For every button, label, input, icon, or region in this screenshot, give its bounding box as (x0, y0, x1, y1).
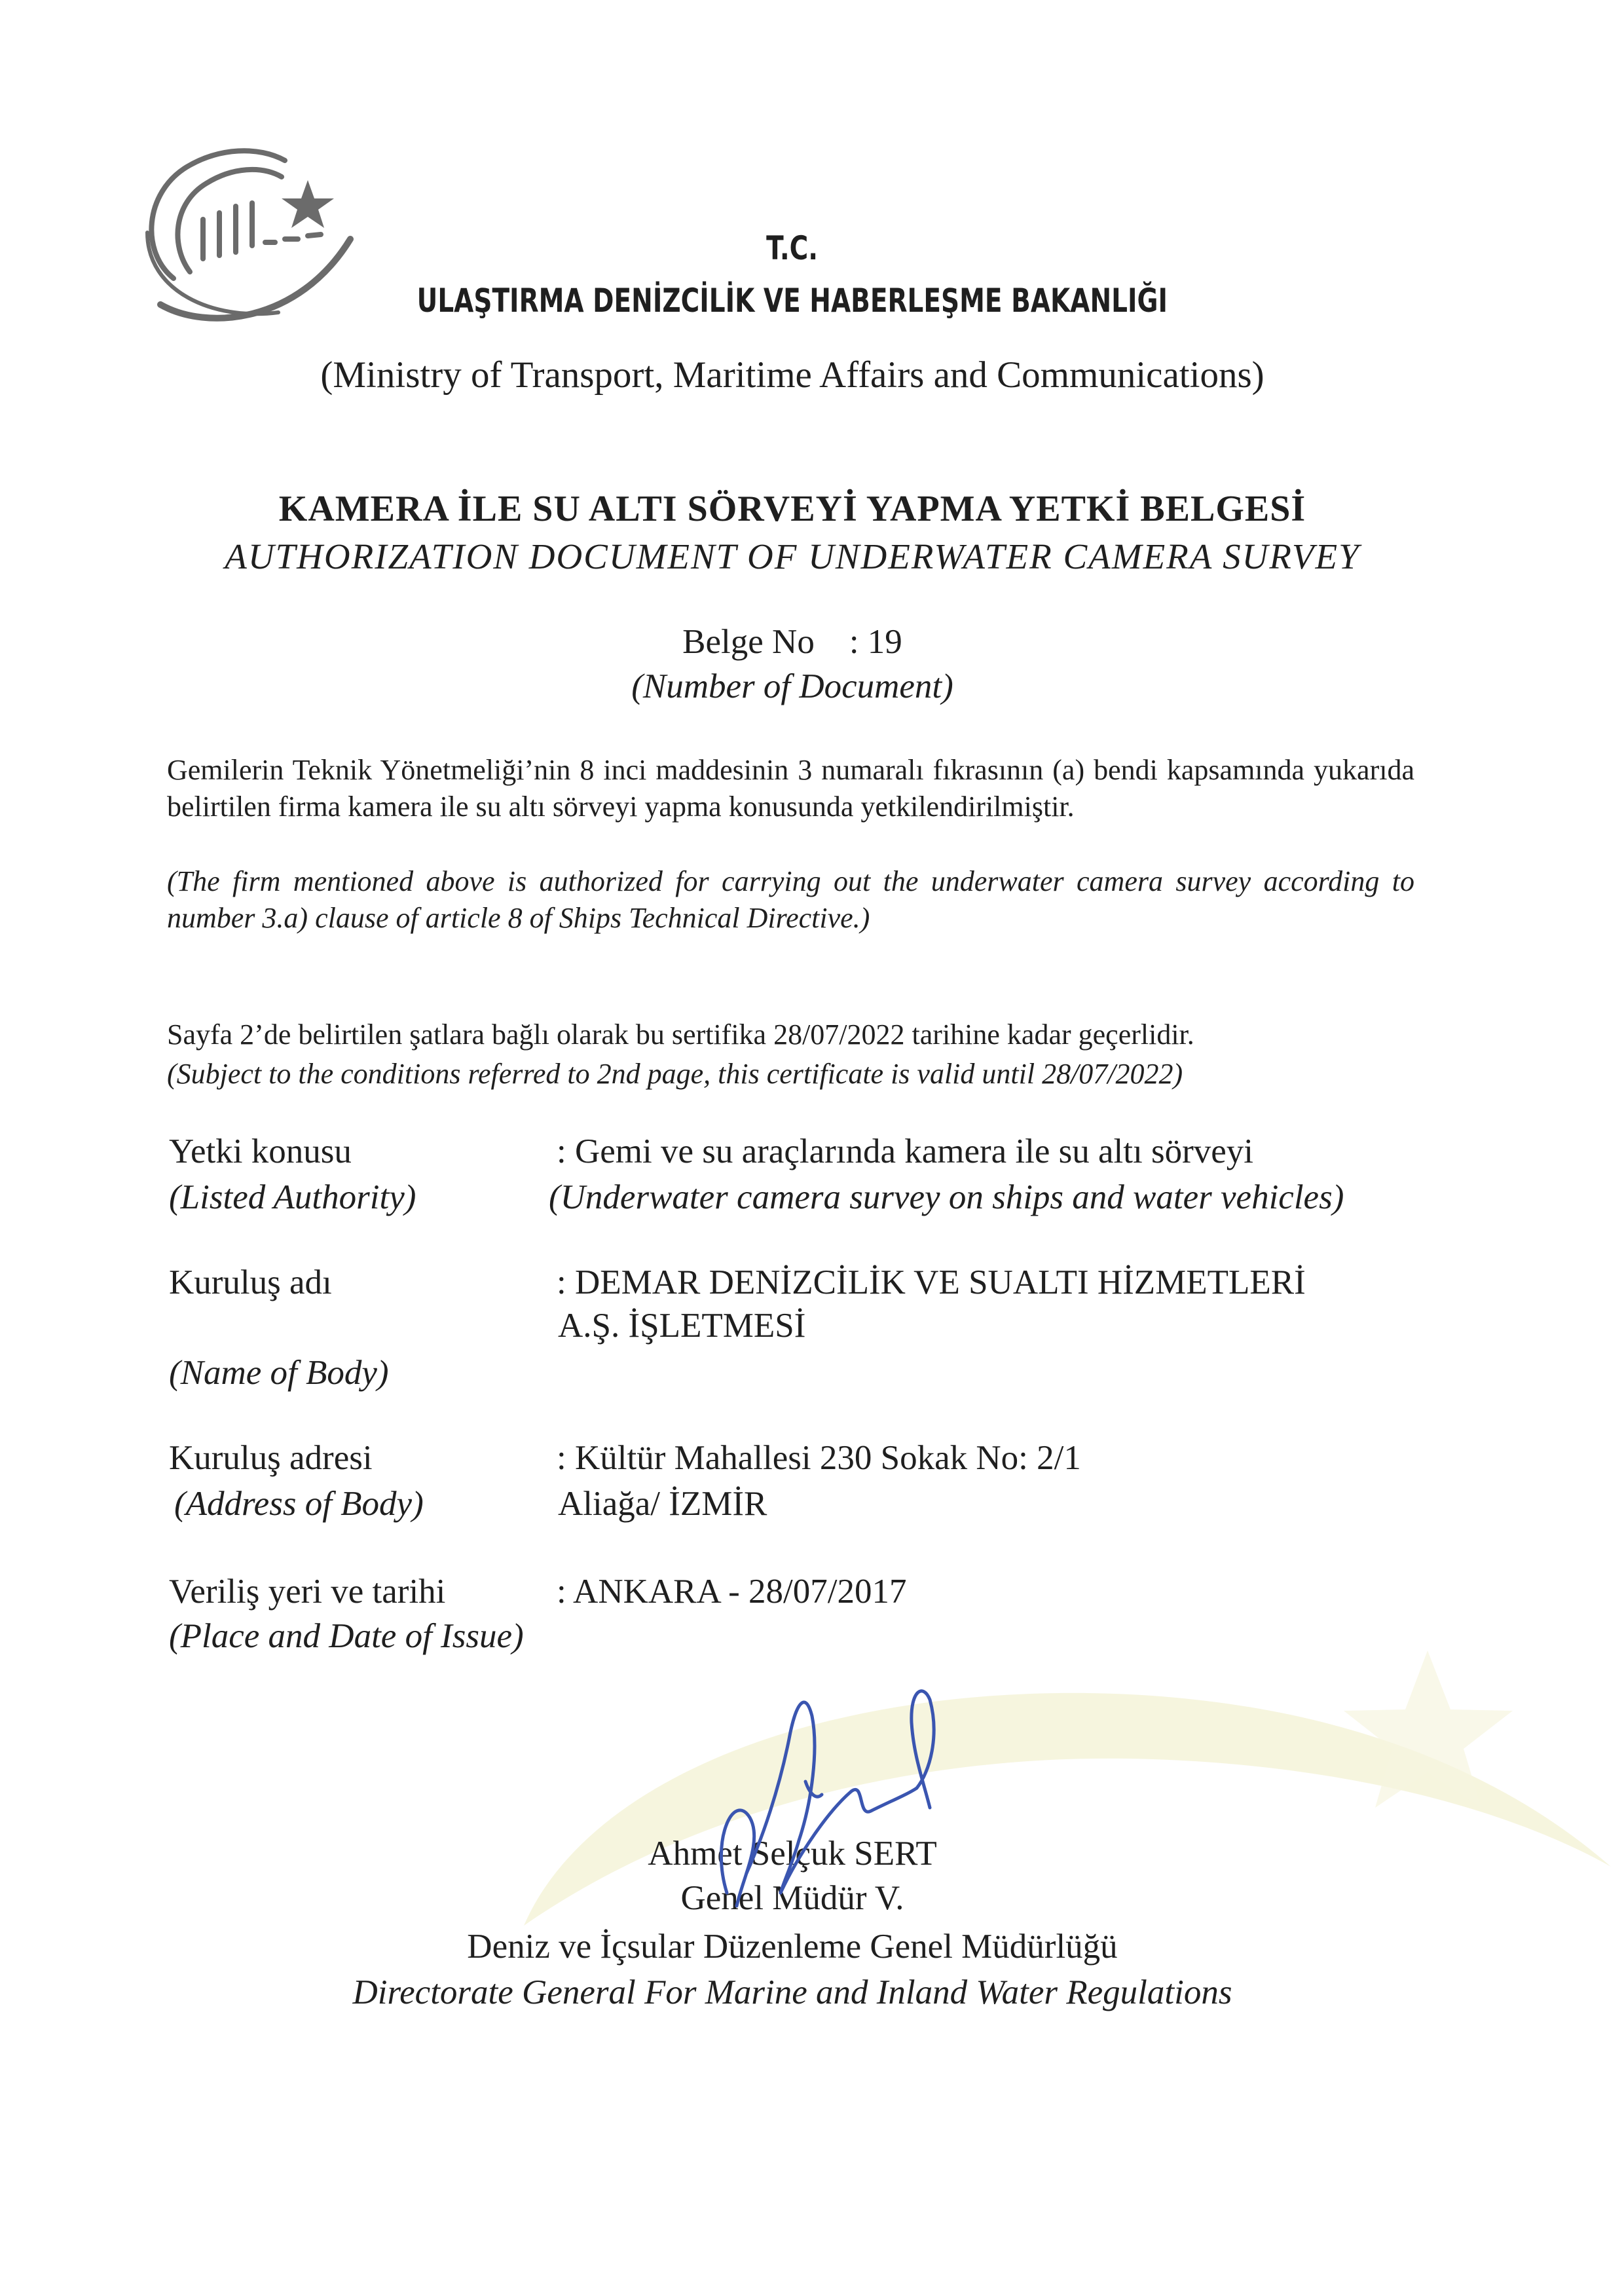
document-title-english: AUTHORIZATION DOCUMENT OF UNDERWATER CAMERA SURVEY (225, 536, 1360, 576)
document-title-turkish: KAMERA İLE SU ALTI SÖRVEYİ YAPMA YETKİ BELGESİ (278, 489, 1306, 529)
body-name-label: Kuruluş adı (169, 1263, 332, 1301)
issue-label-english: (Place and Date of Issue) (169, 1617, 524, 1655)
header-tc: T.C. (766, 229, 819, 267)
validity-text-english: (Subject to the conditions referred to 2nd page, this certificate is valid until 28/07/2022) (167, 1058, 1183, 1090)
signatory-name: Ahmet Selçuk SERT (648, 1835, 937, 1873)
signatory-title: Genel Müdür V. (680, 1879, 904, 1917)
authority-value-english: (Underwater camera survey on ships and water vehicles) (549, 1178, 1344, 1216)
validity-text-turkish: Sayfa 2’de belirtilen şatlara bağlı olarak bu sertifika 28/07/2022 tarihine kadar geçerlidir. (167, 1018, 1194, 1051)
ministry-name-english: (Ministry of Transport, Maritime Affairs and Communications) (320, 354, 1264, 396)
document-number-label: Belge No (682, 623, 815, 661)
body-address-label: Kuruluş adresi (169, 1439, 373, 1477)
authority-value: : Gemi ve su araçlarında kamera ile su altı sörveyi (557, 1132, 1254, 1170)
authority-label-english: (Listed Authority) (169, 1178, 416, 1216)
body-address-value-line2: Aliağa/ İZMİR (558, 1485, 767, 1523)
handwritten-signature (707, 1677, 989, 1919)
body-name-value-line2: A.Ş. İŞLETMESİ (558, 1307, 806, 1345)
authority-label: Yetki konusu (169, 1132, 352, 1170)
authorization-text-turkish: Gemilerin Teknik Yönetmeliği’nin 8 inci maddesinin 3 numaralı fıkrasının (a) bendi kapsamında yukarıda belirtilen firma kamera ile su altı sörveyi yapma konusunda yetkilendirilmiştir. (167, 754, 1414, 823)
body-name-value-line1: : DEMAR DENİZCİLİK VE SUALTI HİZMETLERİ (557, 1263, 1306, 1301)
issue-value: : ANKARA - 28/07/2017 (557, 1573, 907, 1611)
body-address-value-line1: : Kültür Mahallesi 230 Sokak No: 2/1 (557, 1439, 1081, 1477)
directorate-english: Directorate General For Marine and Inland Water Regulations (352, 1973, 1232, 2011)
document-number-label-english: (Number of Document) (631, 667, 953, 705)
body-name-label-english: (Name of Body) (169, 1354, 389, 1392)
document-number-value: : 19 (849, 623, 902, 661)
authorization-text-english: (The firm mentioned above is authorized for carrying out the underwater camera survey according to number 3.a) clause of article 8 of Ships Technical Directive.) (167, 865, 1414, 934)
issue-label: Veriliş yeri ve tarihi (169, 1573, 446, 1611)
ministry-name-turkish: ULAŞTIRMA DENİZCİLİK VE HABERLEŞME BAKANLIĞI (416, 282, 1168, 320)
body-address-label-english: (Address of Body) (174, 1485, 424, 1523)
document-number (0, 622, 1585, 662)
directorate-turkish: Deniz ve İçsular Düzenleme Genel Müdürlüğü (467, 1928, 1118, 1966)
